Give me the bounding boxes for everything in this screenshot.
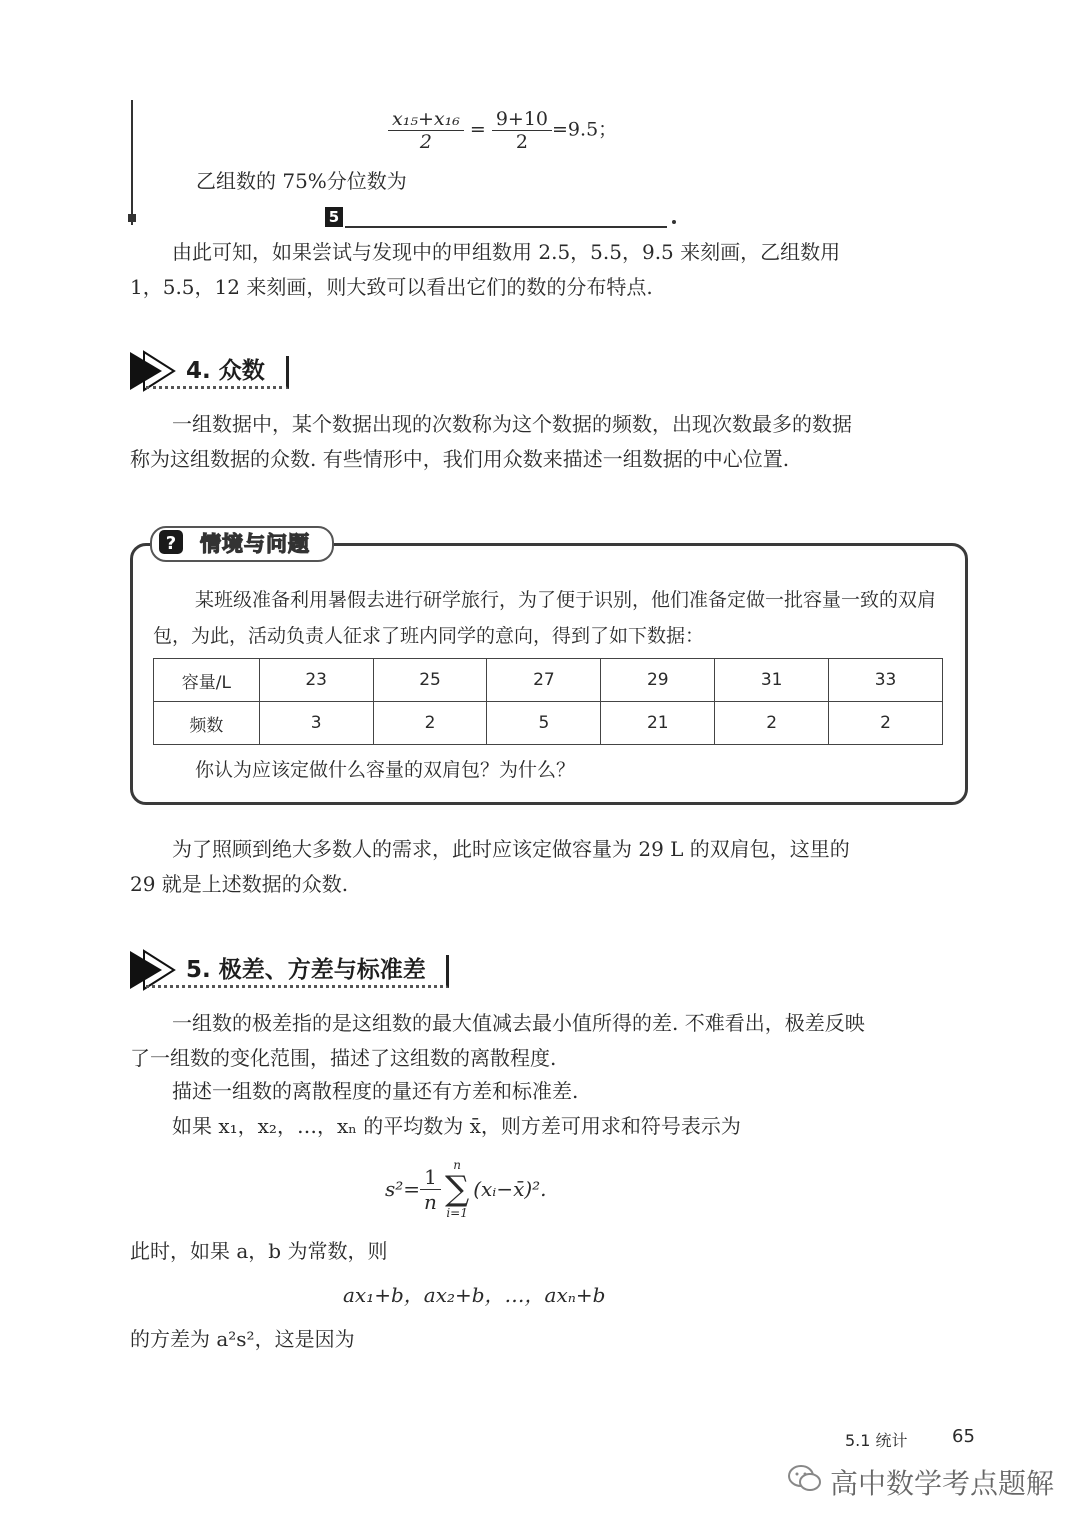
wechat-icon xyxy=(787,1463,823,1495)
section-4-title: 4. 众数 xyxy=(186,358,265,384)
blank-period xyxy=(672,220,676,224)
table-cell: 31 xyxy=(715,659,829,702)
table-header-frequency: 频数 xyxy=(154,702,260,745)
formula-denominator: 2 xyxy=(419,131,432,153)
section-5-p1: 一组数的极差指的是这组数的最大值减去最小值所得的差. 不难看出，极差反映了一组数的变化范围，描述了这组数的离散程度. xyxy=(130,1011,865,1070)
section-5-p4: 此时，如果 a，b 为常数，则 xyxy=(130,1239,388,1263)
table-cell: 2 xyxy=(373,702,487,745)
section-5-p2: 描述一组数的离散程度的量还有方差和标准差. xyxy=(172,1079,579,1103)
svg-text:?: ? xyxy=(165,533,177,554)
variance-formula xyxy=(385,1158,547,1220)
table-row xyxy=(154,702,943,745)
table-cell: 5 xyxy=(487,702,601,745)
table-cell: 2 xyxy=(829,702,943,745)
section-4-heading xyxy=(128,348,288,394)
top-formula: $\frac{\text{x₁₅+x₁₆}}{2}$ = $\frac{9+10}{2}$ =9.5； xyxy=(388,108,617,153)
conclusion-paragraph: 由此可知，如果尝试与发现中的甲组数用 2.5，5.5，9.5 来刻画，乙组数用 1，5.5，12 来刻画，则大致可以看出它们的数的分布特点. xyxy=(130,240,841,299)
table-cell: 21 xyxy=(601,702,715,745)
formula-numerator: x₁₅+x₁₆ xyxy=(388,108,464,131)
section-5-p5: 的方差为 a²s²，这是因为 xyxy=(130,1327,355,1351)
transform-expression: ax₁+b，ax₂+b，…，axₙ+b xyxy=(343,1283,606,1307)
answer-paragraph: 为了照顾到绝大多数人的需求，此时应该定做容量为 29 L 的双肩包，这里的 29 就是上述数据的众数. xyxy=(130,837,850,896)
scenario-text: 某班级准备利用暑假去进行研学旅行，为了便于识别，他们准备定做一批容量一致的双肩包，为此，活动负责人征求了班内同学的意向，得到了如下数据： xyxy=(153,589,937,647)
table-cell: 25 xyxy=(373,659,487,702)
capacity-table xyxy=(153,658,943,745)
margin-bar-end xyxy=(128,214,136,222)
formula-result: =9.5； xyxy=(552,118,618,141)
answer-blank-line xyxy=(345,226,667,228)
scenario-question: 你认为应该定做什么容量的双肩包？为什么？ xyxy=(195,759,576,781)
sum-symbol: ∑ xyxy=(444,1169,470,1209)
variance-frac-num: 1 xyxy=(420,1165,441,1190)
table-cell: 2 xyxy=(715,702,829,745)
section-5-title: 5. 极差、方差与标准差 xyxy=(186,957,426,983)
table-cell: 3 xyxy=(259,702,373,745)
footer-section: 5.1 统计 xyxy=(845,1431,908,1450)
page-number: 65 xyxy=(952,1426,975,1447)
table-cell: 29 xyxy=(601,659,715,702)
scenario-label: 情境与问题 xyxy=(200,532,310,556)
variance-rhs: (xᵢ−x̄)². xyxy=(473,1177,547,1201)
sum-top: n xyxy=(453,1158,461,1172)
question-icon xyxy=(156,527,188,557)
variance-lhs: s²= xyxy=(385,1177,421,1201)
answer-tag: 5 xyxy=(325,207,343,227)
formula-mid-denominator: 2 xyxy=(515,131,528,153)
table-header-capacity: 容量/L xyxy=(154,659,260,702)
section-5-p3: 如果 x₁，x₂，…，xₙ 的平均数为 x̄，则方差可用求和符号表示为 xyxy=(172,1114,741,1138)
section-5-heading xyxy=(128,947,448,993)
formula-mid-numerator: 9+10 xyxy=(492,108,552,131)
margin-bar xyxy=(131,100,133,225)
table-row xyxy=(154,659,943,702)
table-cell: 33 xyxy=(829,659,943,702)
quartile-line: 乙组数的 75%分位数为 xyxy=(196,169,407,193)
section-4-body: 一组数据中，某个数据出现的次数称为这个数据的频数，出现次数最多的数据称为这组数据的众数. 有些情形中，我们用众数来描述一组数据的中心位置. xyxy=(130,412,852,471)
sum-bottom: i=1 xyxy=(446,1206,468,1220)
table-cell: 23 xyxy=(259,659,373,702)
variance-frac-den: n xyxy=(424,1189,437,1214)
watermark-text: 高中数学考点题解 xyxy=(830,1467,1055,1500)
table-cell: 27 xyxy=(487,659,601,702)
